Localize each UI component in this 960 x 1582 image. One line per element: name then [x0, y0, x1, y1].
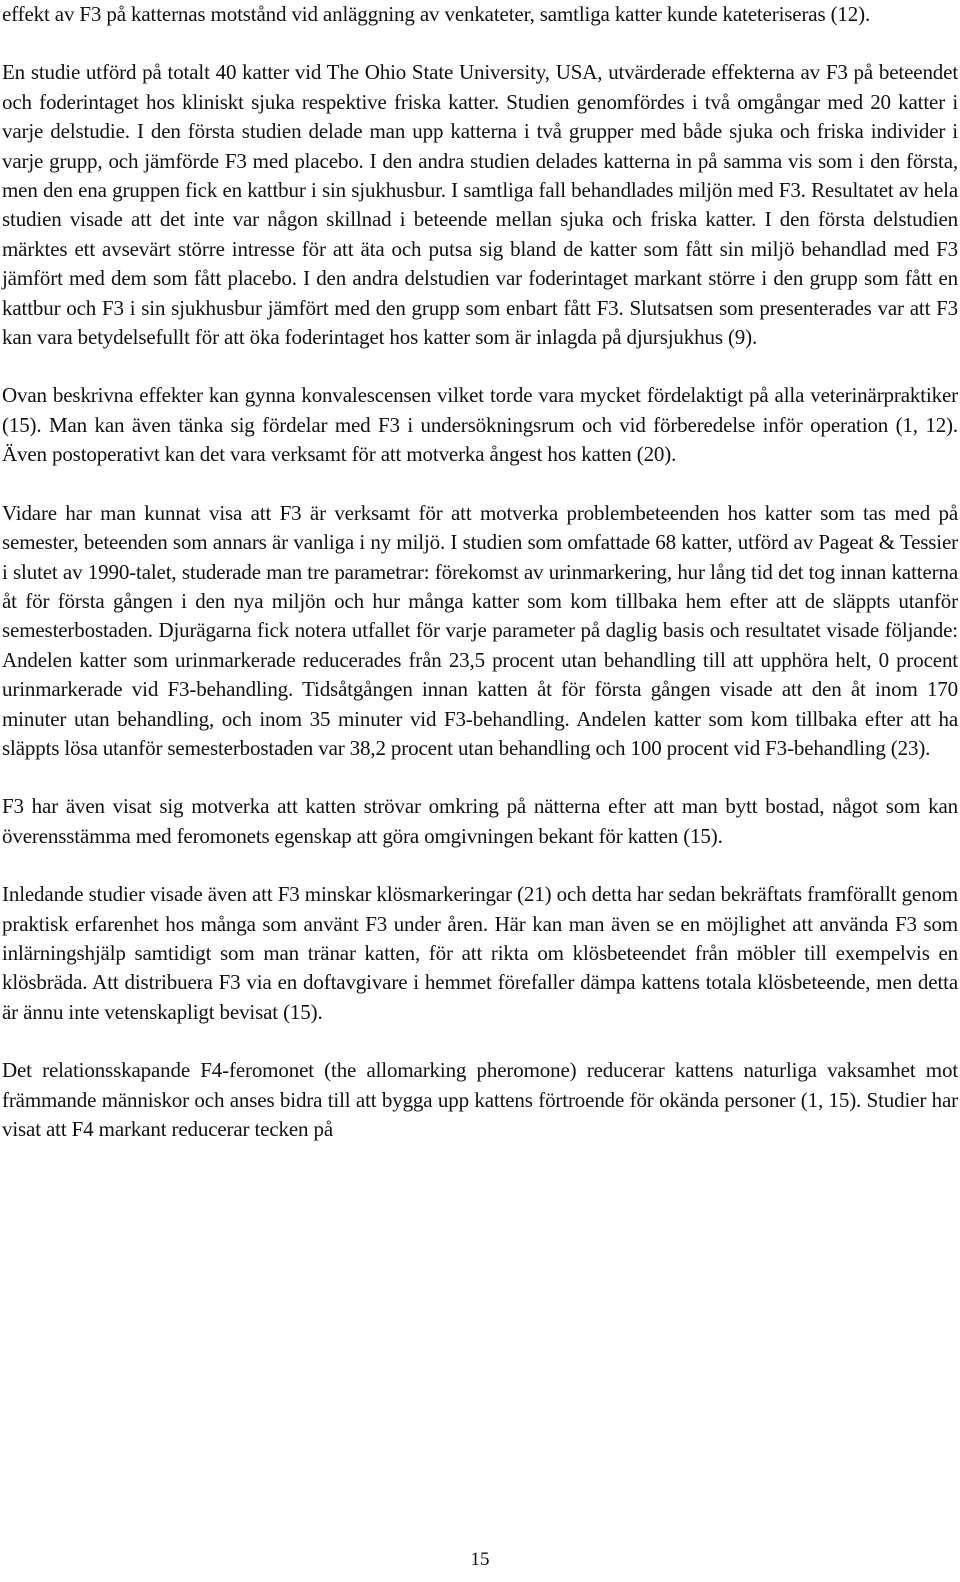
paragraph-ohio-study: En studie utförd på totalt 40 katter vid The Ohio State University, USA, utvärderade effekterna av F3 på beteendet och foderintaget hos kliniskt sjuka respektive friska katter. Studien genomfördes i två omgångar med 20 katter i varje delstudie. I den första studien delade man upp katterna i två grupper med både sjuka och friska individer i varje grupp, och jämförde F3 med placebo. I den andra studien delades katterna in på samma vis som i den första, men den ena gruppen fick en kattbur i sin sjukhusbur. I samtliga fall behandlades miljön med F3. Resultatet av hela studien visade att det inte var någon skillnad i beteende mellan sjuka och friska katter. I den första delstudien märktes ett avsevärt större intresse för att äta och putsa sig bland de katter som fått sin miljö behandlad med F3 jämfört med dem som fått placebo. I den andra delstudien var foderintaget markant större i den grupp som fått en kattbur och F3 i sin sjukhusbur jämfört med den grupp som enbart fått F3. Slutsatsen som presenterades var att F3 kan vara betydelsefullt för att öka foderintaget hos katter som är inlagda på djursjukhus (9). [2, 60, 958, 350]
paragraph-gap [2, 1027, 958, 1056]
paragraph-gap [2, 470, 958, 499]
page-number: 15 [470, 1549, 490, 1570]
paragraph-gap [2, 29, 958, 58]
paragraph-f4-pheromone: Det relationsskapande F4-feromonet (the allomarking pheromone) reducerar kattens naturliga vaksamhet mot främmande människor och anses bidra till att bygga upp kattens förtroende för okända personer (1, 15). Studier har visat att F4 markant reducerar tecken på [2, 1058, 958, 1141]
paragraph-gap [2, 352, 958, 381]
paragraph-venkateter: effekt av F3 på katternas motstånd vid anläggning av venkateter, samtliga katter kunde kateteriseras (12). [2, 2, 871, 26]
paragraph-night-roaming: F3 har även visat sig motverka att katten strövar omkring på nätterna efter att man bytt bostad, något som kan överensstämma med feromonets egenskap att göra omgivningen bekant för katten (15). [2, 794, 958, 848]
document-page [2, 0, 958, 1144]
paragraph-scratch-marking: Inledande studier visade även att F3 minskar klösmarkeringar (21) och detta har sedan bekräftats framförallt genom praktisk erfarenhet hos många som använt F3 under åren. Här kan man även se en möjlighet att använda F3 som inlärningshjälp samtidigt som man tränar katten, för att rikta om klösbeteendet från möbler till exempelvis en klösbräda. Att distribuera F3 via en doftavgivare i hemmet förefaller dämpa kattens totala klösbeteende, men detta är ännu inte vetenskapligt bevisat (15). [2, 882, 958, 1024]
paragraph-gap [2, 851, 958, 880]
paragraph-gap [2, 763, 958, 792]
paragraph-convalescence: Ovan beskrivna effekter kan gynna konvalescensen vilket torde vara mycket fördelaktigt på alla veterinärpraktiker (15). Man kan även tänka sig fördelar med F3 i undersökningsrum och vid förberedelse inför operation (1, 12). Även postoperativt kan det vara verksamt för att motverka ångest hos katten (20). [2, 383, 958, 467]
paragraph-vacation-study: Vidare har man kunnat visa att F3 är verksamt för att motverka problembeteenden hos katter som tas med på semester, beteenden som annars är vanliga i ny miljö. I studien som omfattade 68 katter, utförd av Pageat & Tessier i slutet av 1990-talet, studerade man tre parametrar: förekomst av urinmarkering, hur lång tid det tog innan katterna åt för första gången i den nya miljön och hur många katter som kom tillbaka hem efter att de släppts utanför semesterbostaden. Djurägarna fick notera utfallet för varje parameter på daglig basis och resultatet visade följande: Andelen katter som urinmarkerade reducerades från 23,5 procent utan behandling till att upphöra helt, 0 procent urinmarkerade vid F3-behandling. Tidsåtgången innan katten åt för första gången visade att den åt inom 170 minuter utan behandling, och inom 35 minuter vid F3-behandling. Andelen katter som kom tillbaka efter att ha släppts lösa utanför semesterbostaden var 38,2 procent utan behandling och 100 procent vid F3-behandling (23). [2, 500, 958, 760]
